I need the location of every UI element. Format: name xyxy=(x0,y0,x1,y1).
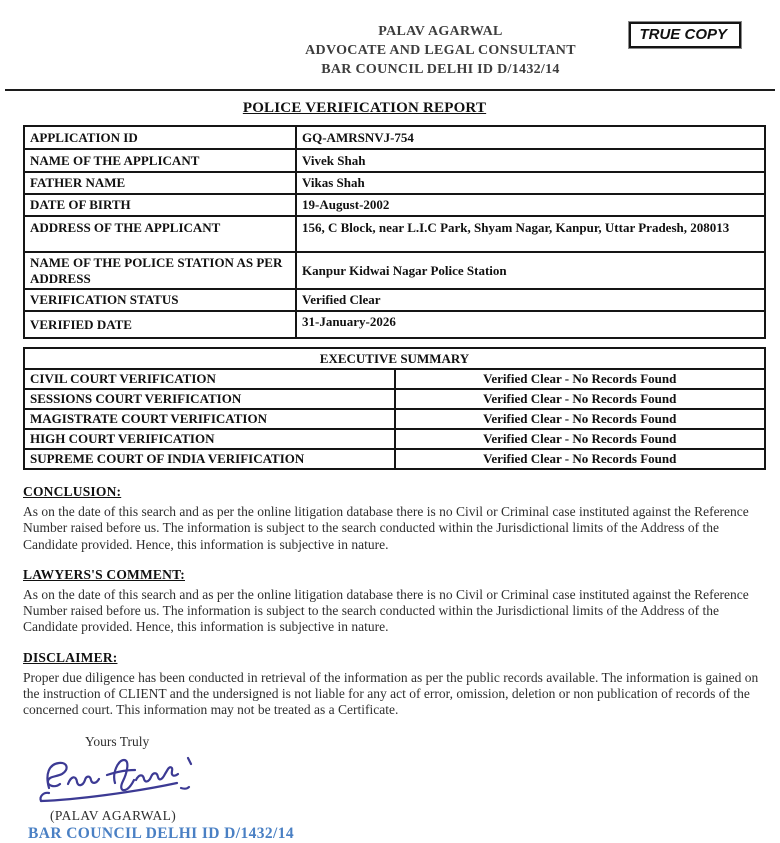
table-row xyxy=(24,369,765,389)
row-value: GQ-AMRSNVJ-754 xyxy=(296,126,765,149)
row-label: VERIFICATION STATUS xyxy=(24,289,296,311)
row-label: CIVIL COURT VERIFICATION xyxy=(24,369,395,389)
row-label: ADDRESS OF THE APPLICANT xyxy=(24,216,296,252)
row-value: 31-January-2026 xyxy=(296,311,765,338)
table-row xyxy=(24,252,765,289)
conclusion-text: As on the date of this search and as per the online litigation database there is no Civil or Criminal case instituted against the Reference Number raised before us. The information is subject to the search conducted within the Jurisdictional limits of the Address of the Candidate provided. Hence, this information is subjective in nature. xyxy=(23,504,749,552)
table-row xyxy=(24,311,765,338)
row-label: VERIFIED DATE xyxy=(24,311,296,338)
applicant-details-table xyxy=(23,125,766,339)
row-value: Verified Clear - No Records Found xyxy=(395,449,766,469)
lawyers-comment-section xyxy=(23,566,766,636)
table-row xyxy=(24,149,765,172)
table-row xyxy=(24,172,765,194)
signature-ink-icon xyxy=(35,754,200,806)
row-value: Verified Clear xyxy=(296,289,765,311)
table-header-row xyxy=(24,348,765,369)
row-value: Verified Clear - No Records Found xyxy=(395,429,766,449)
disclaimer-section xyxy=(23,649,766,719)
row-value: Verified Clear - No Records Found xyxy=(395,389,766,409)
letterhead xyxy=(23,22,766,80)
table-row xyxy=(24,126,765,149)
row-value: 156, C Block, near L.I.C Park, Shyam Nagar, Kanpur, Uttar Pradesh, 208013 xyxy=(296,216,765,252)
row-label: HIGH COURT VERIFICATION xyxy=(24,429,395,449)
lawyers-comment-text: As on the date of this search and as per the online litigation database there is no Civil or Criminal case instituted against the Reference Number raised before us. The information is subject to the search conducted within the Jurisdictional limits of the Address of the Candidate provided. Hence, this information is subjective in nature. xyxy=(23,586,749,635)
table-row xyxy=(24,289,765,311)
lawyers-comment-heading: LAWYERS'S COMMENT: xyxy=(23,566,185,582)
row-value: Vivek Shah xyxy=(296,149,765,172)
advocate-name: PALAV AGARWAL xyxy=(378,24,503,39)
table-row xyxy=(24,216,765,252)
row-label: NAME OF THE POLICE STATION AS PER ADDRESS xyxy=(24,252,296,289)
advocate-title: ADVOCATE AND LEGAL CONSULTANT xyxy=(305,43,576,58)
executive-summary-table xyxy=(23,347,766,470)
handwritten-signature xyxy=(35,754,766,806)
signatory-name: (PALAV AGARWAL) xyxy=(50,807,177,823)
row-label: APPLICATION ID xyxy=(24,126,296,149)
closing-text: Yours Truly xyxy=(85,733,150,749)
disclaimer-text: Proper due diligence has been conducted in retrieval of the information as per the public records available. The information is gained on the instruction of CLIENT and the undersigned is not liable for any act of error, omission, deletion or non publication of records of the concerned court. This information may not be treated as a Certificate. xyxy=(23,669,759,718)
row-value: Kanpur Kidwai Nagar Police Station xyxy=(296,252,765,289)
row-label: SUPREME COURT OF INDIA VERIFICATION xyxy=(24,449,395,469)
row-value: 19-August-2002 xyxy=(296,194,765,216)
table-row xyxy=(24,194,765,216)
conclusion-section xyxy=(23,483,766,553)
executive-summary-header: EXECUTIVE SUMMARY xyxy=(24,348,765,369)
table-row xyxy=(24,409,765,429)
conclusion-heading: CONCLUSION: xyxy=(23,484,122,499)
row-label: MAGISTRATE COURT VERIFICATION xyxy=(24,409,395,429)
table-row xyxy=(24,389,765,409)
disclaimer-heading: DISCLAIMER: xyxy=(23,649,118,665)
row-label: SESSIONS COURT VERIFICATION xyxy=(24,389,395,409)
row-value: Verified Clear - No Records Found xyxy=(395,409,766,429)
row-value: Verified Clear - No Records Found xyxy=(395,369,766,389)
page-title: POLICE VERIFICATION REPORT xyxy=(242,100,487,116)
row-label: DATE OF BIRTH xyxy=(24,194,296,216)
bar-council-id-footer: BAR COUNCIL DELHI ID D/1432/14 xyxy=(28,824,295,842)
bar-council-id-header: BAR COUNCIL DELHI ID D/1432/14 xyxy=(321,62,560,77)
table-row xyxy=(24,429,765,449)
true-copy-stamp: TRUE COPY xyxy=(629,22,741,48)
row-label: FATHER NAME xyxy=(24,172,296,194)
row-value: Vikas Shah xyxy=(296,172,765,194)
header-divider xyxy=(5,89,775,91)
row-label: NAME OF THE APPLICANT xyxy=(24,149,296,172)
table-row xyxy=(24,449,765,469)
